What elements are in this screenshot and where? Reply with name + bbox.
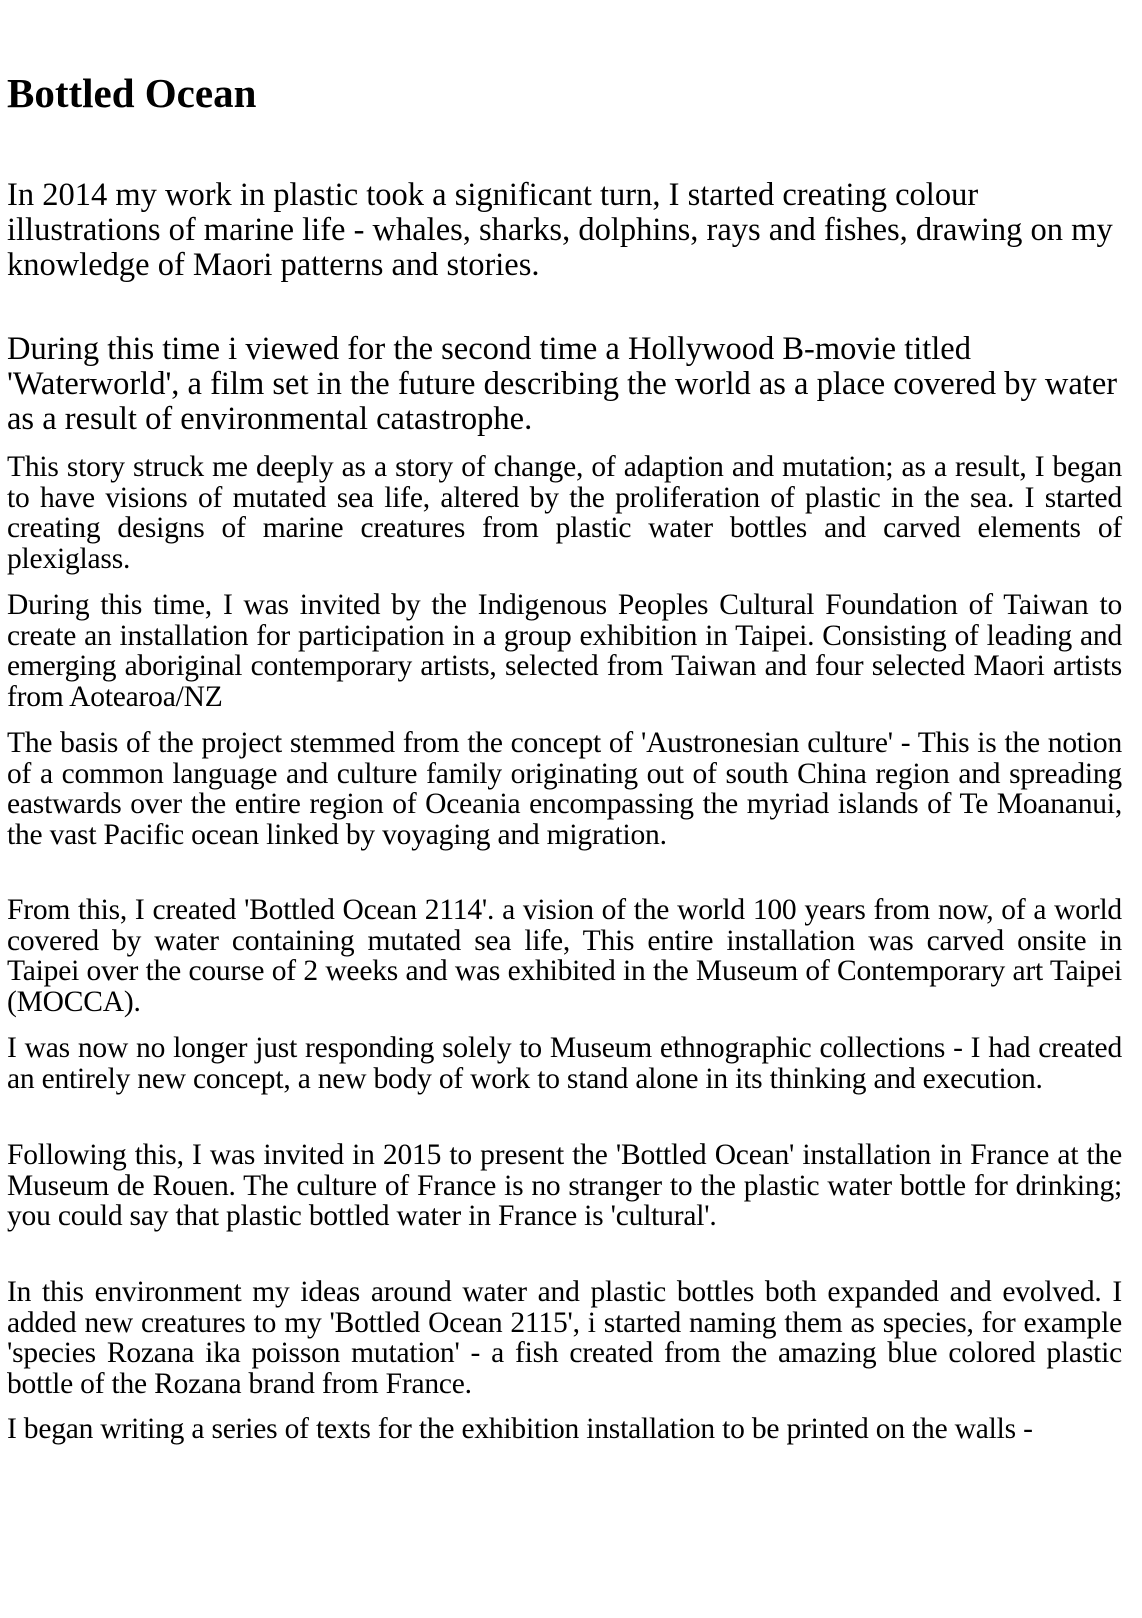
paragraph-6: From this, I created 'Bottled Ocean 2114'. a vision of the world 100 years from now, of a world covered by water containing mutated sea life, This entire installation was carved onsite in Taipei over the course of 2 weeks and was exhibited in the Museum of Contemporary art Taipei (MOCCA). xyxy=(7,894,1122,1018)
paragraph-4: During this time, I was invited by the Indigenous Peoples Cultural Foundation of Taiwan to create an installation for participation in a group exhibition in Taipei. Consisting of leading and emerging aboriginal contemporary artists, selected from Taiwan and four selected Maori artists from Aotearoa/NZ xyxy=(7,589,1122,713)
paragraph-5: The basis of the project stemmed from the concept of 'Austronesian culture' - This is the notion of a common language and culture family originating out of south China region and spreading eastwards over the entire region of Oceania encompassing the myriad islands of Te Moananui, the vast Pacific ocean linked by voyaging and migration. xyxy=(7,727,1122,851)
page-title: Bottled Ocean xyxy=(7,70,257,116)
paragraph-3: This story struck me deeply as a story of change, of adaption and mutation; as a result, I began to have visions of mutated sea life, altered by the proliferation of plastic in the sea. I started creating designs of marine creatures from plastic water bottles and carved elements of plexiglass. xyxy=(7,451,1122,575)
paragraph-8: Following this, I was invited in 2015 to present the 'Bottled Ocean' installation in France at the Museum de Rouen. The culture of France is no stranger to the plastic water bottle for drinking; you could say that plastic bottled water in France is 'cultural'. xyxy=(7,1139,1122,1232)
paragraph-10: I began writing a series of texts for the exhibition installation to be printed on the walls - xyxy=(7,1413,1033,1445)
paragraph-7: I was now no longer just responding solely to Museum ethnographic collections - I had created an entirely new concept, a new body of work to stand alone in its thinking and execution. xyxy=(7,1032,1122,1095)
paragraph-1: In 2014 my work in plastic took a significant turn, I started creating colour illustrations of marine life - whales, sharks, dolphins, rays and fishes, drawing on my knowledge of Maori patterns and stories. xyxy=(7,177,1113,283)
paragraph-2: During this time i viewed for the second time a Hollywood B-movie titled 'Waterworld', a film set in the future describing the world as a place covered by water as a result of environmental catastrophe. xyxy=(7,331,1118,437)
paragraph-9: In this environment my ideas around water and plastic bottles both expanded and evolved. I added new creatures to my 'Bottled Ocean 2115', i started naming them as species, for example 'species Rozana ika poisson mutation' - a fish created from the amazing blue colored plastic bottle of the Rozana brand from France. xyxy=(7,1276,1122,1400)
